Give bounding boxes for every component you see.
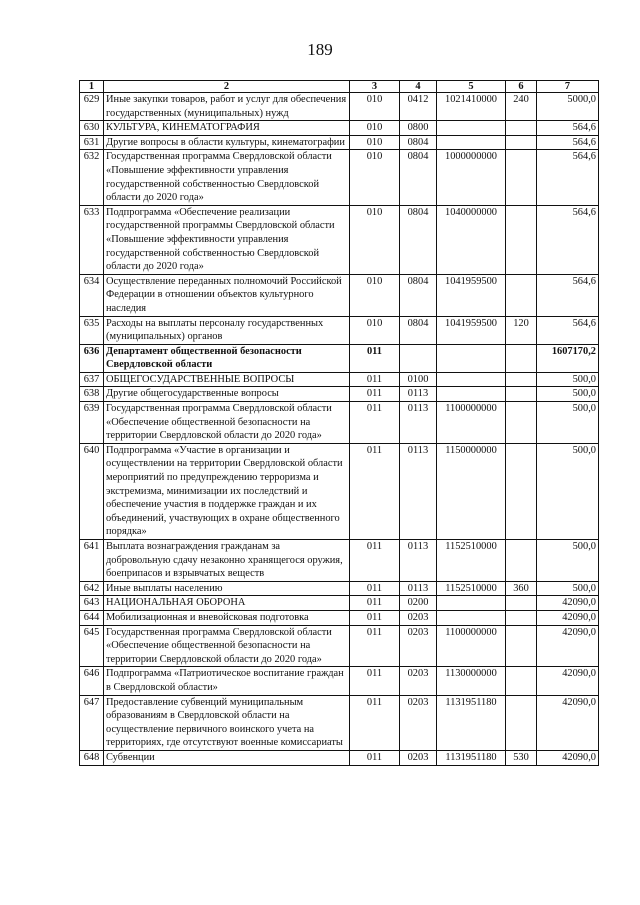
row-section-code: 0203 [400,610,437,625]
row-target-code: 1150000000 [437,443,506,539]
row-target-code: 1130000000 [437,667,506,695]
row-target-code: 1100000000 [437,402,506,444]
row-section-code: 0804 [400,274,437,316]
row-ministry-code: 011 [350,610,400,625]
row-number: 638 [80,387,104,402]
row-ministry-code: 010 [350,274,400,316]
table-row [80,596,599,611]
row-amount: 42090,0 [537,625,599,667]
row-name: Подпрограмма «Патриотическое воспитание граждан в Свердловской области» [104,667,350,695]
table-row [80,387,599,402]
budget-table [79,80,599,766]
row-name: Мобилизационная и вневойсковая подготовка [104,610,350,625]
row-target-code: 1131951180 [437,695,506,750]
row-expense-type [506,402,537,444]
row-name: Осуществление переданных полномочий Российской Федерации в отношении объектов культурного наследия [104,274,350,316]
row-ministry-code: 010 [350,135,400,150]
row-expense-type: 240 [506,93,537,121]
row-name: ОБЩЕГОСУДАРСТВЕННЫЕ ВОПРОСЫ [104,372,350,387]
row-number: 643 [80,596,104,611]
row-number: 647 [80,695,104,750]
row-amount: 5000,0 [537,93,599,121]
table-row [80,402,599,444]
row-target-code: 1041959500 [437,316,506,344]
column-header: 4 [400,81,437,93]
row-amount: 500,0 [537,387,599,402]
row-target-code [437,372,506,387]
row-expense-type [506,443,537,539]
row-name: Предоставление субвенций муниципальным образованиям в Свердловской области на осуществление первичного воинского учета на территориях, где отсутствуют военные комиссариаты [104,695,350,750]
table-row [80,695,599,750]
row-number: 629 [80,93,104,121]
column-header: 2 [104,81,350,93]
table-row [80,150,599,205]
row-amount: 500,0 [537,443,599,539]
row-ministry-code: 011 [350,695,400,750]
row-ministry-code: 011 [350,443,400,539]
row-section-code: 0800 [400,121,437,136]
row-expense-type [506,205,537,274]
table-row [80,667,599,695]
row-target-code: 1100000000 [437,625,506,667]
row-number: 639 [80,402,104,444]
row-section-code: 0113 [400,540,437,582]
row-number: 635 [80,316,104,344]
row-name: Иные выплаты населению [104,581,350,596]
row-name: КУЛЬТУРА, КИНЕМАТОГРАФИЯ [104,121,350,136]
column-header: 5 [437,81,506,93]
row-amount: 500,0 [537,372,599,387]
row-amount: 42090,0 [537,596,599,611]
row-amount: 564,6 [537,121,599,136]
row-amount: 1607170,2 [537,344,599,372]
row-number: 645 [80,625,104,667]
row-target-code [437,387,506,402]
table-row [80,316,599,344]
row-number: 641 [80,540,104,582]
row-target-code: 1021410000 [437,93,506,121]
row-amount: 500,0 [537,540,599,582]
table-row [80,540,599,582]
row-expense-type [506,610,537,625]
table-body [80,93,599,766]
row-amount: 42090,0 [537,610,599,625]
row-ministry-code: 011 [350,596,400,611]
row-section-code: 0113 [400,581,437,596]
table-row [80,121,599,136]
row-name: Другие вопросы в области культуры, кинематографии [104,135,350,150]
table-row [80,205,599,274]
row-number: 636 [80,344,104,372]
row-expense-type [506,667,537,695]
row-number: 648 [80,750,104,765]
row-ministry-code: 011 [350,402,400,444]
header-row [80,81,599,93]
row-name: Расходы на выплаты персоналу государственных (муниципальных) органов [104,316,350,344]
row-ministry-code: 011 [350,344,400,372]
row-section-code: 0203 [400,667,437,695]
row-section-code: 0200 [400,596,437,611]
row-section-code: 0804 [400,316,437,344]
row-target-code [437,344,506,372]
row-ministry-code: 010 [350,93,400,121]
row-expense-type: 360 [506,581,537,596]
row-name: Государственная программа Свердловской области «Обеспечение общественной безопасности на территории Свердловской области до 2020 года» [104,625,350,667]
row-amount: 500,0 [537,402,599,444]
row-target-code [437,596,506,611]
row-number: 646 [80,667,104,695]
row-target-code: 1152510000 [437,540,506,582]
table-row [80,443,599,539]
table-row [80,372,599,387]
row-ministry-code: 011 [350,540,400,582]
row-section-code: 0113 [400,443,437,539]
row-target-code: 1040000000 [437,205,506,274]
row-expense-type [506,372,537,387]
row-name: Субвенции [104,750,350,765]
table-row [80,344,599,372]
row-name: Подпрограмма «Участие в организации и осуществлении на территории Свердловской области мероприятий по предупреждению терроризма и экстремизма, минимизации их последствий и обеспечение участия в поддержке граждан и их объединений, участвующих в охране общественного порядка» [104,443,350,539]
row-expense-type: 530 [506,750,537,765]
row-amount: 564,6 [537,205,599,274]
row-ministry-code: 011 [350,372,400,387]
row-section-code [400,344,437,372]
row-ministry-code: 011 [350,625,400,667]
column-header: 1 [80,81,104,93]
row-number: 644 [80,610,104,625]
row-amount: 42090,0 [537,750,599,765]
row-ministry-code: 010 [350,205,400,274]
column-header: 3 [350,81,400,93]
row-ministry-code: 011 [350,387,400,402]
row-amount: 564,6 [537,316,599,344]
row-number: 640 [80,443,104,539]
row-name: Государственная программа Свердловской области «Обеспечение общественной безопасности на территории Свердловской области до 2020 года» [104,402,350,444]
row-ministry-code: 011 [350,667,400,695]
row-expense-type [506,150,537,205]
table-row [80,274,599,316]
row-target-code [437,121,506,136]
row-number: 632 [80,150,104,205]
row-expense-type [506,274,537,316]
row-amount: 564,6 [537,135,599,150]
row-target-code [437,610,506,625]
row-name: НАЦИОНАЛЬНАЯ ОБОРОНА [104,596,350,611]
row-name: Выплата вознаграждения гражданам за добровольную сдачу незаконно хранящегося оружия, боеприпасов и взрывчатых веществ [104,540,350,582]
row-target-code: 1041959500 [437,274,506,316]
column-header: 6 [506,81,537,93]
row-amount: 564,6 [537,150,599,205]
row-target-code: 1131951180 [437,750,506,765]
row-section-code: 0203 [400,750,437,765]
row-amount: 42090,0 [537,695,599,750]
row-section-code: 0804 [400,135,437,150]
column-header: 7 [537,81,599,93]
row-expense-type [506,540,537,582]
row-number: 633 [80,205,104,274]
page-number: 189 [307,40,333,59]
row-expense-type [506,135,537,150]
row-number: 630 [80,121,104,136]
row-ministry-code: 010 [350,150,400,205]
table-row [80,135,599,150]
row-section-code: 0412 [400,93,437,121]
row-amount: 564,6 [537,274,599,316]
row-ministry-code: 010 [350,121,400,136]
table-row [80,93,599,121]
row-expense-type [506,596,537,611]
table-row [80,581,599,596]
row-expense-type [506,625,537,667]
row-name: Подпрограмма «Обеспечение реализации государственной программы Свердловской области «Повышение эффективности управления государственной собственностью Свердловской области до 2020 года» [104,205,350,274]
row-number: 634 [80,274,104,316]
row-section-code: 0113 [400,402,437,444]
table-row [80,625,599,667]
row-ministry-code: 011 [350,750,400,765]
row-number: 642 [80,581,104,596]
row-expense-type [506,695,537,750]
row-target-code: 1152510000 [437,581,506,596]
row-expense-type: 120 [506,316,537,344]
row-number: 637 [80,372,104,387]
table-row [80,750,599,765]
row-section-code: 0804 [400,205,437,274]
table-row [80,610,599,625]
row-target-code: 1000000000 [437,150,506,205]
row-number: 631 [80,135,104,150]
row-section-code: 0804 [400,150,437,205]
row-expense-type [506,121,537,136]
row-amount: 500,0 [537,581,599,596]
row-target-code [437,135,506,150]
row-section-code: 0203 [400,625,437,667]
row-amount: 42090,0 [537,667,599,695]
row-section-code: 0113 [400,387,437,402]
row-expense-type [506,344,537,372]
row-name: Департамент общественной безопасности Свердловской области [104,344,350,372]
row-ministry-code: 010 [350,316,400,344]
row-name: Другие общегосударственные вопросы [104,387,350,402]
row-expense-type [506,387,537,402]
row-section-code: 0203 [400,695,437,750]
row-name: Иные закупки товаров, работ и услуг для обеспечения государственных (муниципальных) нужд [104,93,350,121]
row-name: Государственная программа Свердловской области «Повышение эффективности управления государственной собственностью Свердловской области до 2020 года» [104,150,350,205]
row-ministry-code: 011 [350,581,400,596]
row-section-code: 0100 [400,372,437,387]
